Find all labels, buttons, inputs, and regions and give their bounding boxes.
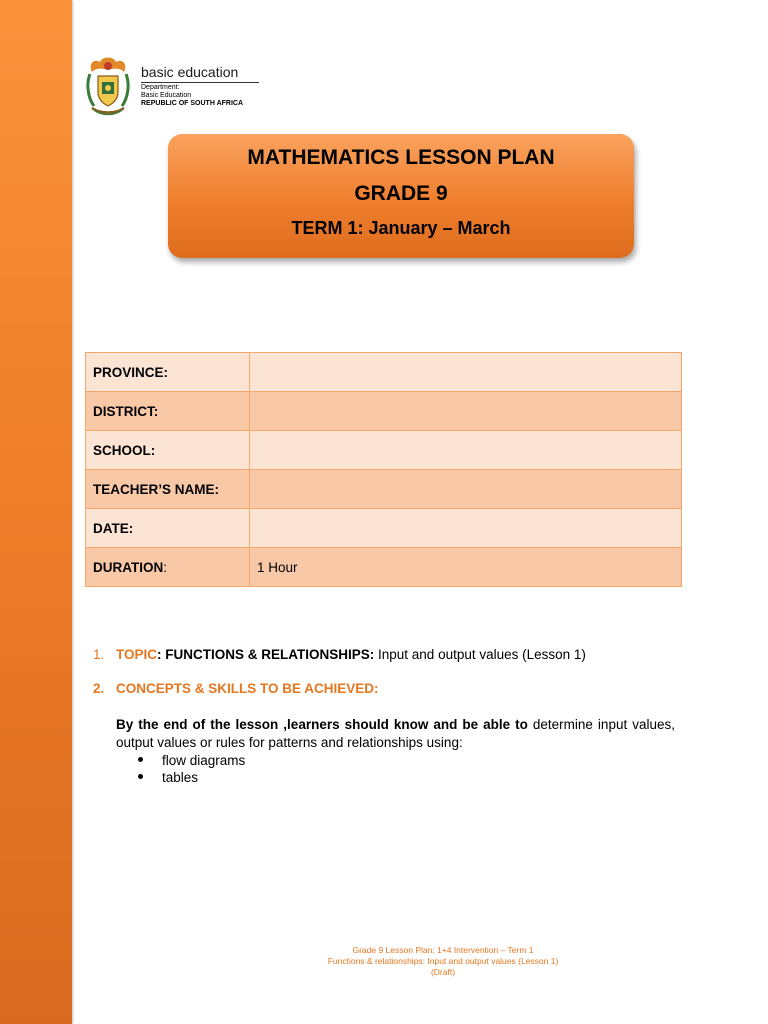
date-label: DATE: — [86, 509, 250, 548]
coat-of-arms-icon — [84, 54, 132, 116]
skills-list — [116, 752, 245, 786]
province-label: PROVINCE: — [86, 353, 250, 392]
duration-label: DURATION — [93, 559, 164, 575]
topic-text: Input and output values (Lesson 1) — [374, 647, 586, 662]
objectives-lead: By the end of the lesson ,learners should know and be able to — [116, 717, 528, 732]
table-row-district — [86, 392, 682, 431]
duration-label-cell — [86, 548, 250, 587]
department-logo — [84, 54, 264, 118]
footer-line-3: (Draft) — [430, 967, 456, 977]
footer-line-1: Grade 9 Lesson Plan: 1+4 Intervention – Term 1 — [352, 945, 534, 955]
logo-title: basic education — [141, 64, 239, 80]
objectives-text: determine input values, output values or rules for patterns and relationships using: — [116, 717, 675, 750]
lesson-info-table — [85, 352, 682, 587]
topic-heading: : FUNCTIONS & RELATIONSHIPS: — [157, 647, 375, 662]
concepts-heading: CONCEPTS & SKILLS TO BE ACHIEVED: — [116, 681, 379, 696]
topic-label: TOPIC — [116, 647, 158, 662]
table-row-province — [86, 353, 682, 392]
page-footer — [243, 945, 643, 978]
logo-subtitle-department: Department: — [141, 84, 180, 91]
section-number: 1. — [93, 647, 105, 662]
district-value[interactable] — [250, 392, 682, 431]
objectives-paragraph — [116, 716, 675, 752]
school-label: SCHOOL: — [86, 431, 250, 470]
date-value[interactable] — [250, 509, 682, 548]
district-label: DISTRICT: — [86, 392, 250, 431]
section-concepts — [93, 681, 379, 696]
document-title: MATHEMATICS LESSON PLAN — [247, 146, 555, 169]
province-value[interactable] — [250, 353, 682, 392]
list-item — [116, 752, 245, 769]
footer-line-2: Functions & relationships: Input and output values (Lesson 1) — [327, 956, 559, 966]
table-row-date — [86, 509, 682, 548]
logo-divider — [141, 82, 259, 83]
list-item-text: tables — [162, 770, 199, 785]
bullet-icon — [138, 757, 143, 762]
table-row-school — [86, 431, 682, 470]
term-heading: TERM 1: January – March — [291, 218, 511, 238]
orange-side-bar — [0, 0, 72, 1024]
logo-subtitle-basic-education: Basic Education — [141, 92, 192, 99]
duration-label-colon: : — [163, 559, 168, 575]
grade-heading: GRADE 9 — [354, 182, 448, 205]
school-value[interactable] — [250, 431, 682, 470]
list-item — [116, 769, 245, 786]
table-row-teacher-name — [86, 470, 682, 509]
section-topic — [93, 647, 586, 662]
title-banner — [168, 134, 634, 258]
table-row-duration — [86, 548, 682, 587]
teacher-name-label: TEACHER’S NAME: — [86, 470, 250, 509]
bullet-icon — [138, 774, 143, 779]
logo-subtitle-country: REPUBLIC OF SOUTH AFRICA — [141, 100, 244, 107]
section-number: 2. — [93, 681, 105, 696]
list-item-text: flow diagrams — [162, 753, 246, 768]
teacher-name-value[interactable] — [250, 470, 682, 509]
duration-value[interactable]: 1 Hour — [250, 548, 682, 587]
